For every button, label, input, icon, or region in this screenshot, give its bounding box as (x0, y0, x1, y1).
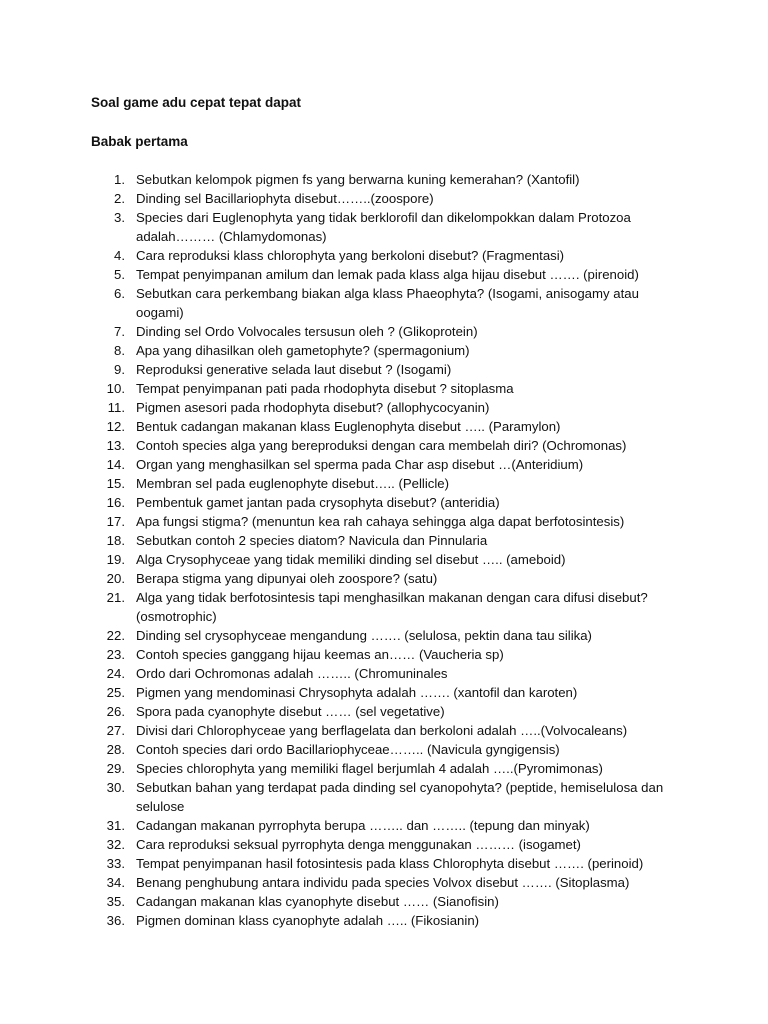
list-item-number: 27. (106, 723, 125, 738)
list-item-text: Benang penghubung antara individu pada species Volvox disebut ……. (Sitoplasma) (136, 875, 630, 890)
list-item-text: Contoh species dari ordo Bacillariophyceae…….. (Navicula gyngigensis) (136, 742, 560, 757)
list-item (0, 702, 768, 721)
list-item (0, 246, 768, 265)
list-item (0, 360, 768, 379)
list-item (0, 512, 768, 531)
list-item-number: 21. (106, 590, 125, 605)
list-item-text: Ordo dari Ochromonas adalah …….. (Chromuninales (136, 666, 448, 681)
list-item-number: 24. (106, 666, 125, 681)
list-item-text: Divisi dari Chlorophyceae yang berflagelata dan berkoloni adalah …..(Volvocaleans) (136, 723, 628, 738)
list-item-number: 30. (106, 780, 125, 795)
list-item-number: 33. (106, 856, 125, 871)
list-item-number: 25. (106, 685, 125, 700)
list-item-number: 6. (114, 286, 125, 301)
list-item-text: Tempat penyimpanan hasil fotosintesis pada klass Chlorophyta disebut ……. (perinoid) (136, 856, 644, 871)
list-item (0, 265, 768, 284)
document-title: Soal game adu cepat tepat dapat (91, 95, 302, 110)
list-item (0, 854, 768, 873)
list-item-text: Apa fungsi stigma? (menuntun kea rah cahaya sehingga alga dapat berfotosintesis) (136, 514, 625, 529)
list-item-number: 26. (106, 704, 125, 719)
list-item-text: Contoh species alga yang bereproduksi dengan cara membelah diri? (Ochromonas) (136, 438, 627, 453)
list-item-text: Tempat penyimpanan pati pada rhodophyta disebut ? sitoplasma (136, 381, 514, 396)
list-item-number: 15. (106, 476, 125, 491)
list-item-text: Cadangan makanan pyrrophyta berupa …….. dan …….. (tepung dan minyak) (136, 818, 590, 833)
list-item-number: 10. (106, 381, 125, 396)
list-item-text: Species dari Euglenophyta yang tidak berklorofil dan dikelompokkan dalam Protozoa adalah……… (Chlamydomonas) (136, 210, 631, 244)
list-item (0, 588, 768, 626)
list-item-number: 29. (106, 761, 125, 776)
list-item-number: 13. (106, 438, 125, 453)
list-item (0, 569, 768, 588)
list-item-text: Alga Crysophyceae yang tidak memiliki dinding sel disebut ….. (ameboid) (136, 552, 566, 567)
list-item-number: 14. (106, 457, 125, 472)
list-item-text: Spora pada cyanophyte disebut …… (sel vegetative) (136, 704, 445, 719)
list-item-text: Sebutkan contoh 2 species diatom? Navicula dan Pinnularia (136, 533, 488, 548)
list-item-number: 28. (106, 742, 125, 757)
list-item-number: 11. (107, 400, 125, 415)
question-list (0, 170, 768, 930)
list-item-text: Pigmen yang mendominasi Chrysophyta adalah ……. (xantofil dan karoten) (136, 685, 578, 700)
list-item-number: 4. (114, 248, 125, 263)
list-item-text: Cadangan makanan klas cyanophyte disebut …… (Sianofisin) (136, 894, 499, 909)
list-item-number: 7. (114, 324, 125, 339)
list-item-number: 3. (114, 210, 125, 225)
list-item-text: Organ yang menghasilkan sel sperma pada Char asp disebut …(Anteridium) (136, 457, 584, 472)
list-item (0, 816, 768, 835)
list-item-text: Pembentuk gamet jantan pada crysophyta disebut? (anteridia) (136, 495, 500, 510)
list-item-text: Cara reproduksi seksual pyrrophyta denga menggunakan ……… (isogamet) (136, 837, 581, 852)
list-item (0, 531, 768, 550)
list-item-number: 18. (106, 533, 125, 548)
list-item-number: 31. (106, 818, 125, 833)
list-item (0, 284, 768, 322)
list-item (0, 645, 768, 664)
section-title: Babak pertama (91, 134, 188, 149)
list-item-text: Berapa stigma yang dipunyai oleh zoospore? (satu) (136, 571, 438, 586)
list-item-number: 20. (106, 571, 125, 586)
list-item (0, 379, 768, 398)
list-item-text: Sebutkan kelompok pigmen fs yang berwarna kuning kemerahan? (Xantofil) (136, 172, 580, 187)
list-item-text: Sebutkan cara perkembang biakan alga klass Phaeophyta? (Isogami, anisogamy atau oogami) (136, 286, 639, 320)
list-item (0, 493, 768, 512)
list-item-text: Pigmen dominan klass cyanophyte adalah ….. (Fikosianin) (136, 913, 480, 928)
list-item (0, 873, 768, 892)
list-item (0, 398, 768, 417)
list-item-number: 35. (106, 894, 125, 909)
list-item-text: Species chlorophyta yang memiliki flagel berjumlah 4 adalah …..(Pyromimonas) (136, 761, 603, 776)
list-item-text: Cara reproduksi klass chlorophyta yang berkoloni disebut? (Fragmentasi) (136, 248, 565, 263)
list-item-number: 9. (114, 362, 125, 377)
list-item-text: Alga yang tidak berfotosintesis tapi menghasilkan makanan dengan cara difusi disebut? (osmotrophic) (136, 590, 648, 624)
list-item (0, 436, 768, 455)
list-item-number: 34. (106, 875, 125, 890)
list-item (0, 759, 768, 778)
list-item (0, 417, 768, 436)
list-item-number: 5. (114, 267, 125, 282)
list-item-number: 36. (106, 913, 125, 928)
list-item-text: Tempat penyimpanan amilum dan lemak pada klass alga hijau disebut ……. (pirenoid) (136, 267, 639, 282)
list-item-text: Apa yang dihasilkan oleh gametophyte? (spermagonium) (136, 343, 470, 358)
list-item-number: 1. (114, 172, 125, 187)
list-item (0, 626, 768, 645)
list-item-number: 12. (106, 419, 125, 434)
list-item (0, 474, 768, 493)
list-item (0, 322, 768, 341)
list-item-text: Sebutkan bahan yang terdapat pada dinding sel cyanopohyta? (peptide, hemiselulosa dan selulose (136, 780, 664, 814)
list-item (0, 835, 768, 854)
list-item-number: 2. (114, 191, 125, 206)
list-item-text: Dinding sel Ordo Volvocales tersusun oleh ? (Glikoprotein) (136, 324, 478, 339)
list-item-text: Dinding sel Bacillariophyta disebut……..(zoospore) (136, 191, 434, 206)
list-item-text: Dinding sel crysophyceae mengandung ……. (selulosa, pektin dana tau silika) (136, 628, 592, 643)
list-item (0, 911, 768, 930)
list-item-number: 32. (106, 837, 125, 852)
list-item (0, 683, 768, 702)
list-item-number: 22. (106, 628, 125, 643)
list-item-number: 16. (106, 495, 125, 510)
list-item-text: Reproduksi generative selada laut disebut ? (Isogami) (136, 362, 452, 377)
list-item-text: Pigmen asesori pada rhodophyta disebut? (allophycocyanin) (136, 400, 490, 415)
list-item-number: 23. (106, 647, 125, 662)
list-item (0, 170, 768, 189)
list-item (0, 721, 768, 740)
list-item (0, 778, 768, 816)
list-item-text: Bentuk cadangan makanan klass Euglenophyta disebut ….. (Paramylon) (136, 419, 561, 434)
list-item (0, 455, 768, 474)
list-item-number: 17. (106, 514, 125, 529)
list-item-text: Membran sel pada euglenophyte disebut….. (Pellicle) (136, 476, 450, 491)
list-item (0, 189, 768, 208)
list-item (0, 341, 768, 360)
list-item-text: Contoh species ganggang hijau keemas an…… (Vaucheria sp) (136, 647, 504, 662)
list-item (0, 740, 768, 759)
list-item (0, 892, 768, 911)
list-item-number: 19. (106, 552, 125, 567)
list-item-number: 8. (114, 343, 125, 358)
list-item (0, 664, 768, 683)
list-item (0, 208, 768, 246)
list-item (0, 550, 768, 569)
